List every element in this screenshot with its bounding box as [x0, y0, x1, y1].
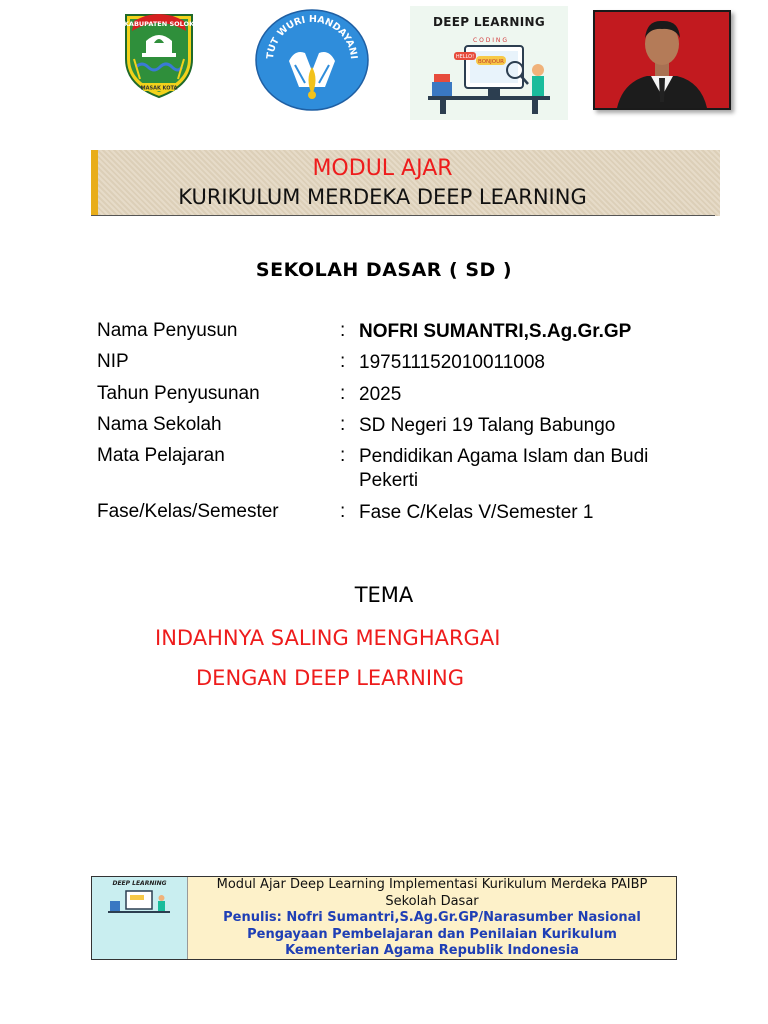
- tut-wuri-handayani-logo: [255, 9, 369, 111]
- kabupaten-solok-logo: [120, 7, 198, 99]
- info-label-nip: NIP: [97, 351, 129, 372]
- author-photo: [593, 10, 731, 110]
- info-value-phase: Fase C/Kelas V/Semester 1: [359, 502, 594, 523]
- footer-thumbnail: [92, 877, 188, 959]
- footer-thumbnail-title: DEEP LEARNING: [112, 880, 167, 887]
- info-label-school: Nama Sekolah: [97, 414, 222, 435]
- module-title: MODUL AJAR: [312, 156, 453, 181]
- info-value-school: SD Negeri 19 Talang Babungo: [359, 415, 616, 436]
- bonjour-text: BONJOUR: [478, 59, 504, 65]
- info-colon: :: [340, 501, 346, 522]
- info-label-subject: Mata Pelajaran: [97, 445, 225, 466]
- footer-text: [188, 877, 676, 960]
- deep-learning-logo: [410, 6, 568, 120]
- info-colon: :: [340, 383, 346, 404]
- module-subtitle: KURIKULUM MERDEKA DEEP LEARNING: [178, 185, 587, 209]
- footer-module-line-b: Sekolah Dasar: [385, 893, 479, 909]
- title-banner-underline: [91, 215, 715, 216]
- info-value-subject: Pendidikan Agama Islam dan Budi Pekerti: [359, 446, 649, 491]
- footer-author-line: [188, 910, 676, 960]
- footer-thumbnail-illustration: [100, 889, 178, 919]
- info-value-author: NOFRI SUMANTRI,S.Ag.Gr.GP: [359, 321, 632, 342]
- info-label-phase: Fase/Kelas/Semester: [97, 501, 279, 522]
- deep-learning-logo-title: DEEP LEARNING: [433, 15, 545, 29]
- info-colon: :: [340, 414, 346, 435]
- info-value-year: 2025: [359, 384, 402, 405]
- info-colon: :: [340, 445, 346, 466]
- footer-author-line-a: Penulis: Nofri Sumantri,S.Ag.Gr.GP/Narasumber Nasional: [223, 910, 641, 925]
- footer-box: [91, 876, 677, 960]
- footer-module-line-a: Modul Ajar Deep Learning Implementasi Kurikulum Merdeka PAIBP: [216, 877, 648, 892]
- info-colon: :: [340, 351, 346, 372]
- deep-learning-illustration: [410, 30, 568, 120]
- footer-author-line-c: Kementerian Agama Republik Indonesia: [285, 943, 579, 958]
- info-label-author: Nama Penyusun: [97, 320, 238, 341]
- tutwuri-text: TUT WURI HANDAYANI: [264, 13, 359, 60]
- theme-line-2: DENGAN DEEP LEARNING: [196, 666, 465, 690]
- info-value-nip: 197511152010011008: [359, 352, 545, 373]
- info-colon: :: [340, 320, 346, 341]
- school-level-heading: SEKOLAH DASAR ( SD ): [255, 259, 513, 281]
- solok-banner-text: KABUPATEN SOLOK: [123, 20, 195, 28]
- info-label-year: Tahun Penyusunan: [97, 383, 260, 404]
- footer-module-line: [188, 877, 676, 910]
- solok-ribbon-text: MASAK KOTA: [140, 85, 178, 92]
- theme-label: TEMA: [354, 583, 414, 607]
- hello-bubble-text: HELLO!: [455, 54, 475, 60]
- coding-letters: C O D I N G: [473, 37, 507, 44]
- footer-author-line-b: Pengayaan Pembelajaran dan Penilaian Kurikulum: [247, 926, 617, 942]
- theme-line-1: INDAHNYA SALING MENGHARGAI: [155, 626, 501, 650]
